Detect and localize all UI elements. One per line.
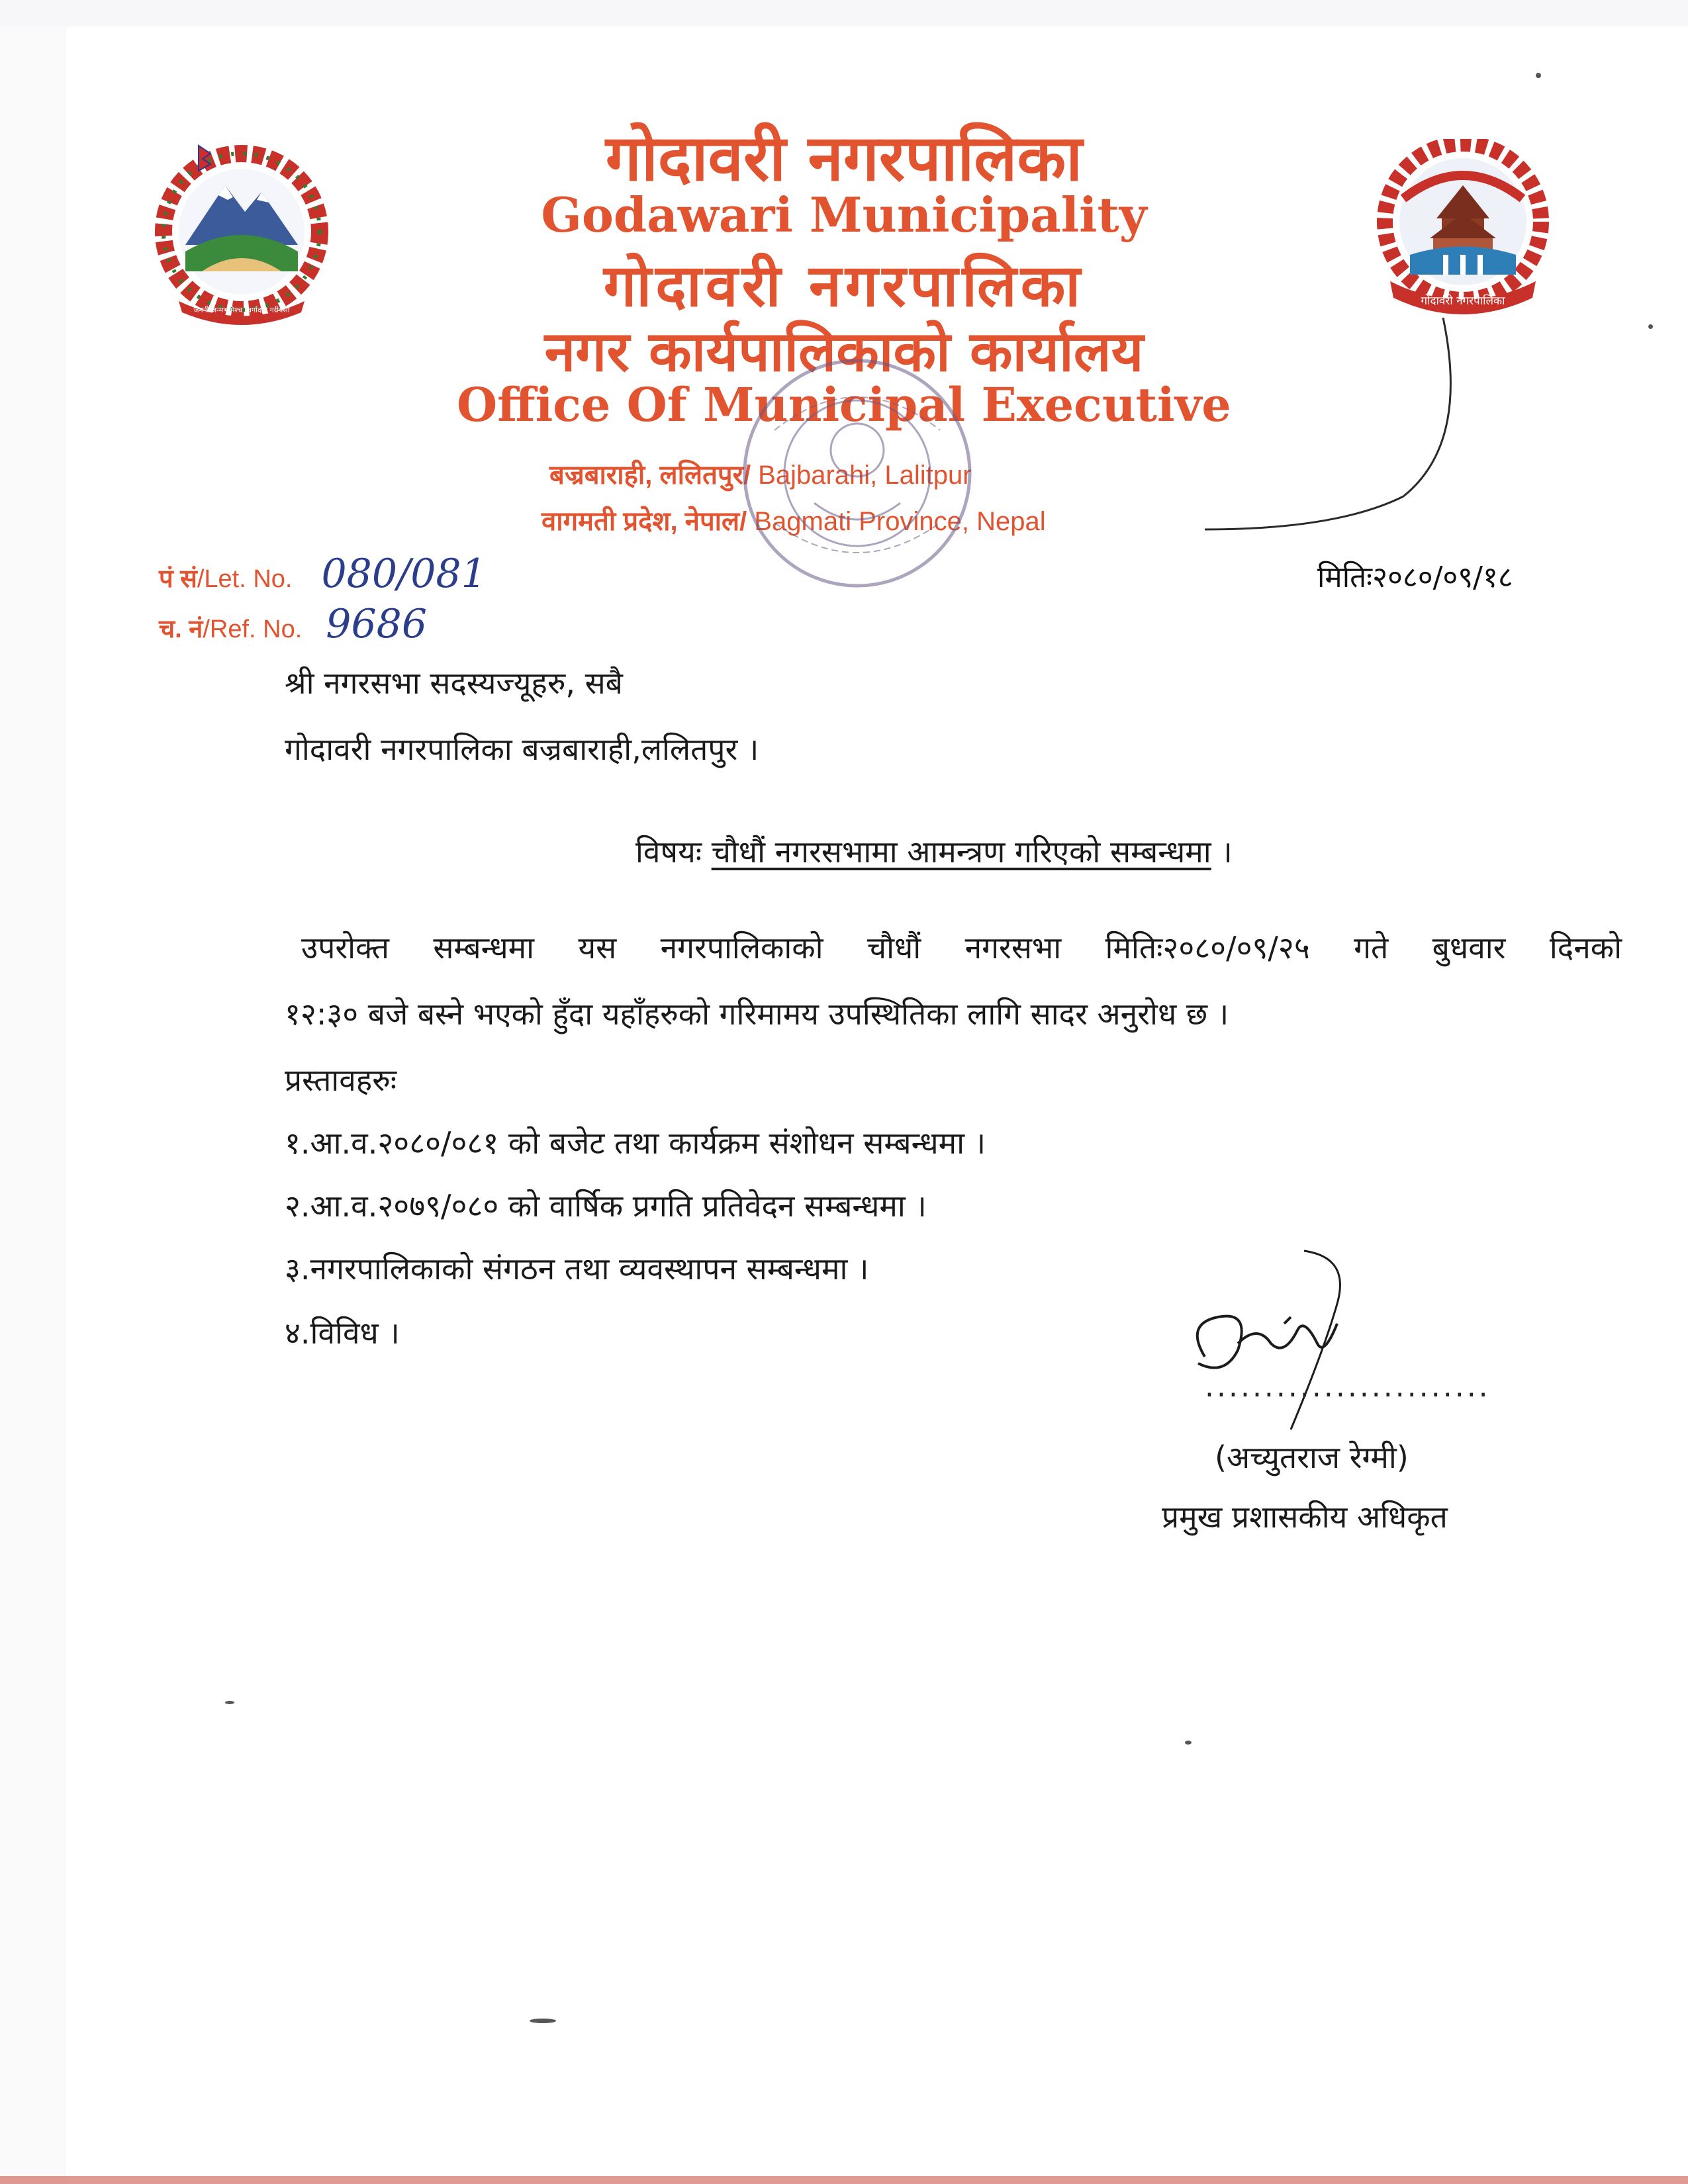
office-seal-stamp-icon [735, 351, 980, 596]
letter-number [159, 551, 487, 597]
reference-number-label-en: /Ref. No. [203, 615, 303, 643]
letter-number-label-np: पं सं [159, 565, 197, 593]
address-line-2-english: Bagmati Province, Nepal [747, 507, 1046, 536]
header-title-nepali: गोदावरी नगरपालिका [605, 121, 1083, 195]
address-line-1-english: Bajbarahi, Lalitpur [751, 461, 972, 490]
handwritten-signature-icon [1158, 1244, 1436, 1443]
letter-date: मितिः२०८०/०९/१८ [1317, 561, 1513, 594]
reference-number-label-np: च. नं [159, 615, 203, 643]
nepal-coat-of-arms-icon [139, 139, 344, 331]
scan-speck [1185, 1741, 1192, 1745]
addressee-line-1: श्री नगरसभा सदस्यज्यूहरु, सबै [285, 665, 623, 701]
letter-number-value: 080/081 [321, 551, 487, 597]
header-office-english: Office Of Municipal Executive [457, 377, 1231, 432]
addressee-line-2: गोदावरी नगरपालिका बज्रबाराही,ललितपुर । [285, 731, 759, 767]
address-line-1-nepali: बज्रबाराही, ललितपुर/ [549, 461, 751, 490]
scan-speck [225, 1701, 234, 1704]
header-title-newari: गोदावरी नगरपालिका [603, 251, 1085, 320]
godawari-municipality-logo-icon [1364, 139, 1562, 331]
emblem-motto: जननी जन्मभूमिश्च स्वर्गादपि गरीयसी [193, 306, 290, 314]
letter-number-label-en: /Let. No. [197, 565, 293, 593]
proposals-heading: प्रस्तावहरुः [285, 1062, 397, 1098]
reference-number-value: 9686 [326, 601, 427, 647]
subject-text: चौधौं नगरसभामा आमन्त्रण गरिएको सम्बन्धमा [711, 834, 1211, 870]
signature-dots: ........................ [1205, 1370, 1491, 1404]
scan-speck [1648, 324, 1653, 329]
scan-bottom-edge [0, 2176, 1688, 2184]
proposal-item: २.आ.व.२०७९/०८० को वार्षिक प्रगति प्रतिवेदन सम्बन्धमा । [285, 1188, 927, 1224]
signatory-name: (अच्युतराज रेग्मी) [1215, 1439, 1409, 1475]
scan-margin [0, 0, 66, 2184]
body-paragraph-line-2: १२:३० बजे बस्ने भएको हुँदा यहाँहरुको गरिमामय उपस्थितिका लागि सादर अनुरोध छ । [285, 996, 1229, 1032]
subject-label: विषयः [635, 834, 712, 870]
emblem-caption: गोदावरी नगरपालिका [1421, 295, 1505, 308]
header-office-nepali: नगर कार्यपालिकाको कार्यालय [544, 319, 1144, 384]
proposal-item: ४.विविध । [285, 1315, 400, 1351]
subject-line [635, 831, 1233, 872]
reference-number [159, 601, 427, 647]
proposal-item: १.आ.व.२०८०/०८१ को बजेट तथा कार्यक्रम संशोधन सम्बन्धमा । [285, 1125, 986, 1161]
body-paragraph-line-1: उपरोक्त सम्बन्धमा यस नगरपालिकाको चौधौं नगरसभा मितिः२०८०/०९/२५ गते बुधवार दिनको [301, 930, 1622, 966]
scan-speck [530, 2019, 556, 2023]
scan-speck [1536, 73, 1541, 78]
ink-stroke-decoration [1205, 311, 1470, 543]
subject-end: । [1211, 834, 1233, 870]
proposal-item: ३.नगरपालिकाको संगठन तथा व्यवस्थापन सम्बन्धमा । [285, 1251, 869, 1287]
scan-top-edge [0, 0, 1688, 26]
header-title-english: Godawari Municipality [541, 187, 1147, 243]
address-line-2-nepali: वागमती प्रदेश, नेपाल/ [541, 507, 747, 536]
signatory-title: प्रमुख प्रशासकीय अधिकृत [1162, 1499, 1448, 1535]
